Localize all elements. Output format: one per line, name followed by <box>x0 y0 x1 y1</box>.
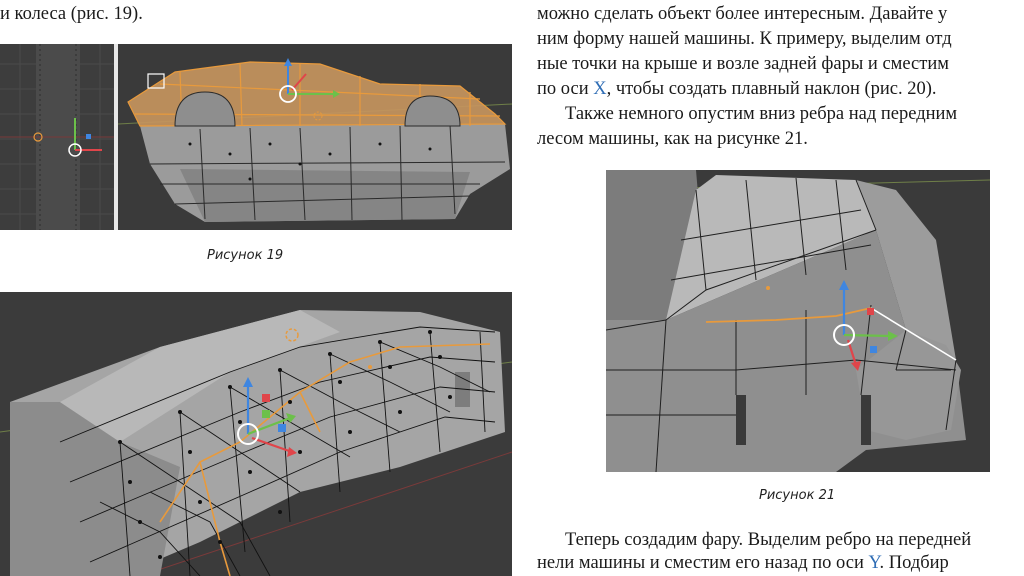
line-4-start: по оси <box>537 79 594 99</box>
figure-19-caption: Рисунок 19 <box>207 248 284 263</box>
right-bottom-line-2 <box>537 551 949 576</box>
bottom-line-2-start: нели машины и сместим его назад по оси <box>537 553 869 573</box>
right-text-line-4 <box>537 77 937 102</box>
bottom-line-2-end: . Подбир <box>879 553 949 573</box>
figure-21-caption: Рисунок 21 <box>759 488 836 503</box>
line-4-end: , чтобы создать плавный наклон (рис. 20). <box>606 79 937 99</box>
figure-19-illustration <box>0 44 512 230</box>
right-text-line-6: лесом машины, как на рисунке 21. <box>537 129 808 149</box>
right-bottom-line-1: Теперь создадим фару. Выделим ребро на передней <box>565 530 972 550</box>
figure-21-illustration <box>606 170 990 472</box>
figure-21-viewport <box>606 170 990 472</box>
figure-20-illustration <box>0 292 512 576</box>
axis-x-label: X <box>593 79 607 99</box>
figure-20-viewport <box>0 292 512 576</box>
axis-y-label: Y <box>868 553 880 573</box>
figure-19-viewport <box>0 44 512 230</box>
left-text-line: и колеса (рис. 19). <box>0 4 143 24</box>
right-text-line-3: ные точки на крыше и возле задней фары и сместим <box>537 54 949 74</box>
right-text-line-5: Также немного опустим вниз ребра над передним <box>565 104 958 124</box>
right-text-line-1: можно сделать объект более интересным. Давайте у <box>537 4 948 24</box>
right-text-line-2: ним форму нашей машины. К примеру, выделим отд <box>537 29 952 49</box>
